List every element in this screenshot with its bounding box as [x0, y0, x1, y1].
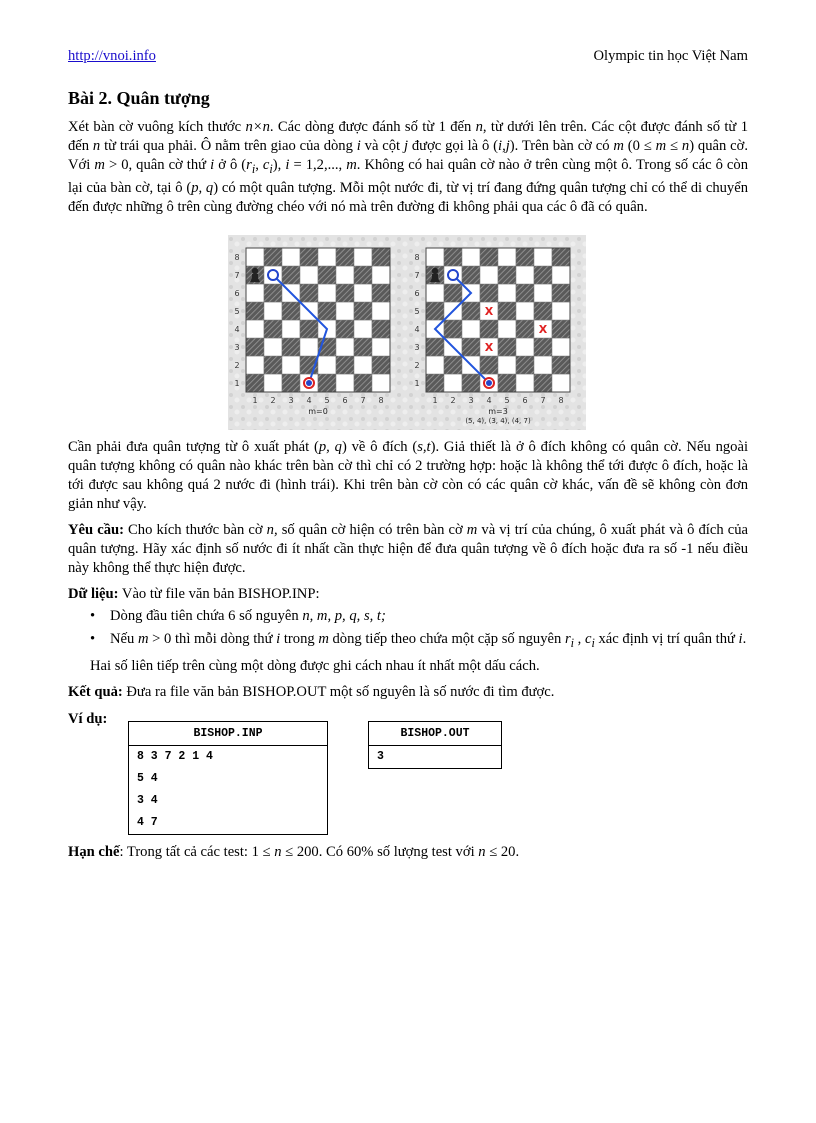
column-label: 2	[270, 395, 276, 405]
board-square	[552, 266, 570, 284]
board-square	[498, 266, 516, 284]
board-square	[246, 374, 264, 392]
example-section	[68, 711, 748, 839]
board-square	[372, 320, 390, 338]
list-item: • Dòng đầu tiên chứa 6 số nguyên n, m, p, q, s, t;	[90, 607, 386, 624]
board-square	[444, 374, 462, 392]
board-square	[534, 374, 552, 392]
board-square	[552, 338, 570, 356]
board-square	[498, 374, 516, 392]
board-square	[336, 248, 354, 266]
board-square	[318, 266, 336, 284]
board-square	[462, 266, 480, 284]
board-square	[300, 266, 318, 284]
board-square	[498, 284, 516, 302]
row-label: 6	[414, 288, 420, 298]
board-square	[516, 266, 534, 284]
column-label: 2	[450, 395, 456, 405]
input-note: Hai số liên tiếp trên cùng một dòng được ghi cách nhau ít nhất một dấu cách.	[90, 657, 540, 674]
board-square	[264, 248, 282, 266]
board-square	[336, 374, 354, 392]
blocking-piece-mark: X	[538, 322, 548, 336]
board-square	[480, 248, 498, 266]
column-label: 8	[558, 395, 564, 405]
start-cell-marker	[268, 270, 278, 280]
board-square	[498, 338, 516, 356]
column-label: 1	[252, 395, 258, 405]
row-label: 1	[234, 378, 240, 388]
problem-title: Bài 2. Quân tượng	[68, 88, 210, 108]
board-square	[246, 302, 264, 320]
target-cell-inner	[486, 380, 492, 386]
board-square	[444, 320, 462, 338]
column-label: 7	[540, 395, 546, 405]
board-square	[480, 356, 498, 374]
sample-output-header: BISHOP.OUT	[369, 721, 502, 745]
board-square	[426, 284, 444, 302]
chessboards-illustration	[228, 235, 586, 430]
board-square	[246, 284, 264, 302]
board-square	[246, 338, 264, 356]
limits-paragraph: Hạn chế: Trong tất cả các test: 1 ≤ n ≤ 200. Có 60% số lượng test với n ≤ 20.	[68, 843, 520, 860]
board-square	[336, 284, 354, 302]
board-square	[264, 320, 282, 338]
sample-input-line: 8 3 7 2 1 4	[129, 745, 328, 768]
board-square	[282, 266, 300, 284]
page-header	[68, 48, 748, 68]
board-square	[372, 266, 390, 284]
start-cell-marker	[448, 270, 458, 280]
board-square	[264, 356, 282, 374]
row-label: 4	[414, 324, 420, 334]
board-square	[318, 248, 336, 266]
board-square	[336, 266, 354, 284]
board-square	[300, 284, 318, 302]
sample-input-header: BISHOP.INP	[129, 721, 328, 745]
board-square	[498, 320, 516, 338]
row-label: 7	[414, 270, 420, 280]
board-square	[264, 284, 282, 302]
board-square	[246, 356, 264, 374]
chessboard-figure	[228, 235, 586, 430]
row-label: 5	[414, 306, 420, 316]
board-square	[318, 374, 336, 392]
blocking-piece-mark: X	[484, 304, 494, 318]
row-label: 3	[234, 342, 240, 352]
board-square	[534, 284, 552, 302]
row-label: 7	[234, 270, 240, 280]
board-square	[318, 356, 336, 374]
requirement-paragraph: Yêu cầu: Cho kích thước bàn cờ n, số quân cờ hiện có trên bàn cờ m và vị trí của chúng, ô xuất phát và ô đích của quân tượng. Hãy xác định số nước đi ít nhất cần thực hiện để đưa quân tượng về ô đích hoặc đưa ra số -1 nếu điều này không thể thực hiện được.	[68, 521, 748, 576]
input-paragraph: Dữ liệu: Vào từ file văn bản BISHOP.INP:	[68, 585, 320, 602]
board-caption: m=3	[488, 406, 508, 416]
column-label: 7	[360, 395, 366, 405]
board-square	[534, 302, 552, 320]
blocking-piece-mark: X	[484, 340, 494, 354]
input-list	[68, 607, 748, 653]
board-square	[444, 248, 462, 266]
bishop-head	[252, 268, 258, 274]
column-label: 5	[504, 395, 510, 405]
board-square	[354, 356, 372, 374]
row-label: 6	[234, 288, 240, 298]
column-label: 1	[432, 395, 438, 405]
board-square	[354, 374, 372, 392]
board-square	[444, 356, 462, 374]
board-square	[480, 266, 498, 284]
board-square	[462, 302, 480, 320]
board-square	[372, 248, 390, 266]
column-label: 5	[324, 395, 330, 405]
board-square	[336, 320, 354, 338]
row-label: 2	[414, 360, 420, 370]
row-label: 8	[234, 252, 240, 262]
board-square	[552, 356, 570, 374]
row-label: 3	[414, 342, 420, 352]
board-square	[534, 248, 552, 266]
board-square	[336, 356, 354, 374]
board-square	[498, 302, 516, 320]
board-square	[264, 374, 282, 392]
board-square	[480, 284, 498, 302]
board-square	[516, 302, 534, 320]
second-paragraph: Cần phải đưa quân tượng từ ô xuất phát (p, q) về ô đích (s,t). Giả thiết là ở ô đích không có quân cờ. Nếu ngoài quân tượng không có quân nào khác trên bàn cờ thì chỉ có 2 trường hợp: hoặc là không thể tới được ô đích, hoặc là tới được sau không quá 2 nước đi (hình trái). Khi trên bàn cờ còn có các quân cờ khác, vấn đề sẽ không còn đơn giản như vậy.	[68, 438, 749, 512]
board-square	[516, 374, 534, 392]
board-square	[498, 248, 516, 266]
board-square	[426, 302, 444, 320]
board-square	[300, 320, 318, 338]
board-square	[282, 374, 300, 392]
board-square	[462, 374, 480, 392]
example-label: Ví dụ:	[68, 710, 108, 727]
board-square	[354, 284, 372, 302]
problem-content	[68, 88, 748, 862]
board-square	[372, 338, 390, 356]
board-square	[426, 338, 444, 356]
row-label: 8	[414, 252, 420, 262]
board-square	[552, 302, 570, 320]
board-square	[264, 302, 282, 320]
column-label: 4	[486, 395, 492, 405]
board-square	[516, 356, 534, 374]
board-square	[552, 374, 570, 392]
board-square	[534, 266, 552, 284]
board-square	[318, 302, 336, 320]
output-paragraph: Kết quả: Đưa ra file văn bản BISHOP.OUT một số nguyên là số nước đi tìm được.	[68, 683, 555, 700]
column-label: 4	[306, 395, 312, 405]
site-link[interactable]: http://vnoi.info	[68, 48, 156, 64]
board-square	[246, 320, 264, 338]
board-square	[300, 338, 318, 356]
board-caption: m=0	[308, 406, 328, 416]
board-square	[426, 374, 444, 392]
board-square	[426, 356, 444, 374]
header-right-text: Olympic tin học Việt Nam	[593, 48, 748, 64]
board-square	[462, 248, 480, 266]
column-label: 6	[522, 395, 528, 405]
board-square	[534, 338, 552, 356]
board-square	[354, 248, 372, 266]
board-square	[354, 266, 372, 284]
row-label: 5	[234, 306, 240, 316]
row-label: 2	[234, 360, 240, 370]
target-cell-inner	[306, 380, 312, 386]
board-square	[300, 248, 318, 266]
board-square	[282, 320, 300, 338]
board-square	[246, 248, 264, 266]
intro-paragraph: Xét bàn cờ vuông kích thước n×n. Các dòng được đánh số từ 1 đến n, từ dưới lên trên. Các cột được đánh số từ 1 đến n từ trái qua phải. Ô nằm trên giao của dòng i và cột j được gọi là ô (i,j). Trên bàn cờ có m (0 ≤ m ≤ n) quân cờ. Với m > 0, quân cờ thứ i ở ô ($r_i$, $c_i$), i = 1,2,..., m. Không có hai quân cờ nào ở trên cùng một ô. Trong số các ô còn lại của bàn cờ, tại ô (p, q) có một quân tượng. Mỗi một nước đi, từ vị trí đang đứng quân tượng chỉ có thể di chuyển đến được những ô trên cùng đường chéo với nó mà trên đường đi không phải qua các ô đã có quân.	[68, 119, 749, 215]
list-item: • Nếu m > 0 thì mỗi dòng thứ i trong m dòng tiếp theo chứa một cặp số nguyên $r_i$ , $c_i$ xác định vị trí quân thứ i.	[90, 630, 747, 650]
board-square	[372, 284, 390, 302]
sample-input-line: 4 7	[129, 812, 328, 835]
board-square	[516, 284, 534, 302]
column-label: 6	[342, 395, 348, 405]
column-label: 3	[288, 395, 294, 405]
board-square	[282, 356, 300, 374]
board-square	[426, 248, 444, 266]
board-square	[498, 356, 516, 374]
board-square	[552, 248, 570, 266]
sample-input-table	[128, 721, 328, 835]
column-label: 8	[378, 395, 384, 405]
board-square	[516, 320, 534, 338]
sample-output-table	[368, 721, 502, 769]
board-square	[444, 284, 462, 302]
board-square	[264, 338, 282, 356]
board-square	[372, 302, 390, 320]
board-square	[372, 374, 390, 392]
row-label: 4	[234, 324, 240, 334]
blocking-pieces-caption: (5, 4), (3, 4), (4, 7)	[465, 416, 531, 425]
board-square	[336, 302, 354, 320]
board-square	[336, 338, 354, 356]
board-square	[354, 302, 372, 320]
board-square	[552, 320, 570, 338]
bishop-head	[432, 268, 438, 274]
board-square	[282, 302, 300, 320]
board-square	[282, 338, 300, 356]
board-square	[354, 338, 372, 356]
board-square	[480, 320, 498, 338]
board-square	[282, 248, 300, 266]
board-square	[372, 356, 390, 374]
board-square	[516, 338, 534, 356]
sample-input-line: 3 4	[129, 790, 328, 812]
board-square	[534, 356, 552, 374]
board-square	[462, 320, 480, 338]
board-square	[516, 248, 534, 266]
column-label: 3	[468, 395, 474, 405]
board-square	[354, 320, 372, 338]
sample-output-line: 3	[369, 745, 502, 768]
board-square	[552, 284, 570, 302]
row-label: 1	[414, 378, 420, 388]
board-square	[318, 284, 336, 302]
sample-input-line: 5 4	[129, 768, 328, 790]
board-left	[234, 248, 390, 416]
board-square	[462, 338, 480, 356]
